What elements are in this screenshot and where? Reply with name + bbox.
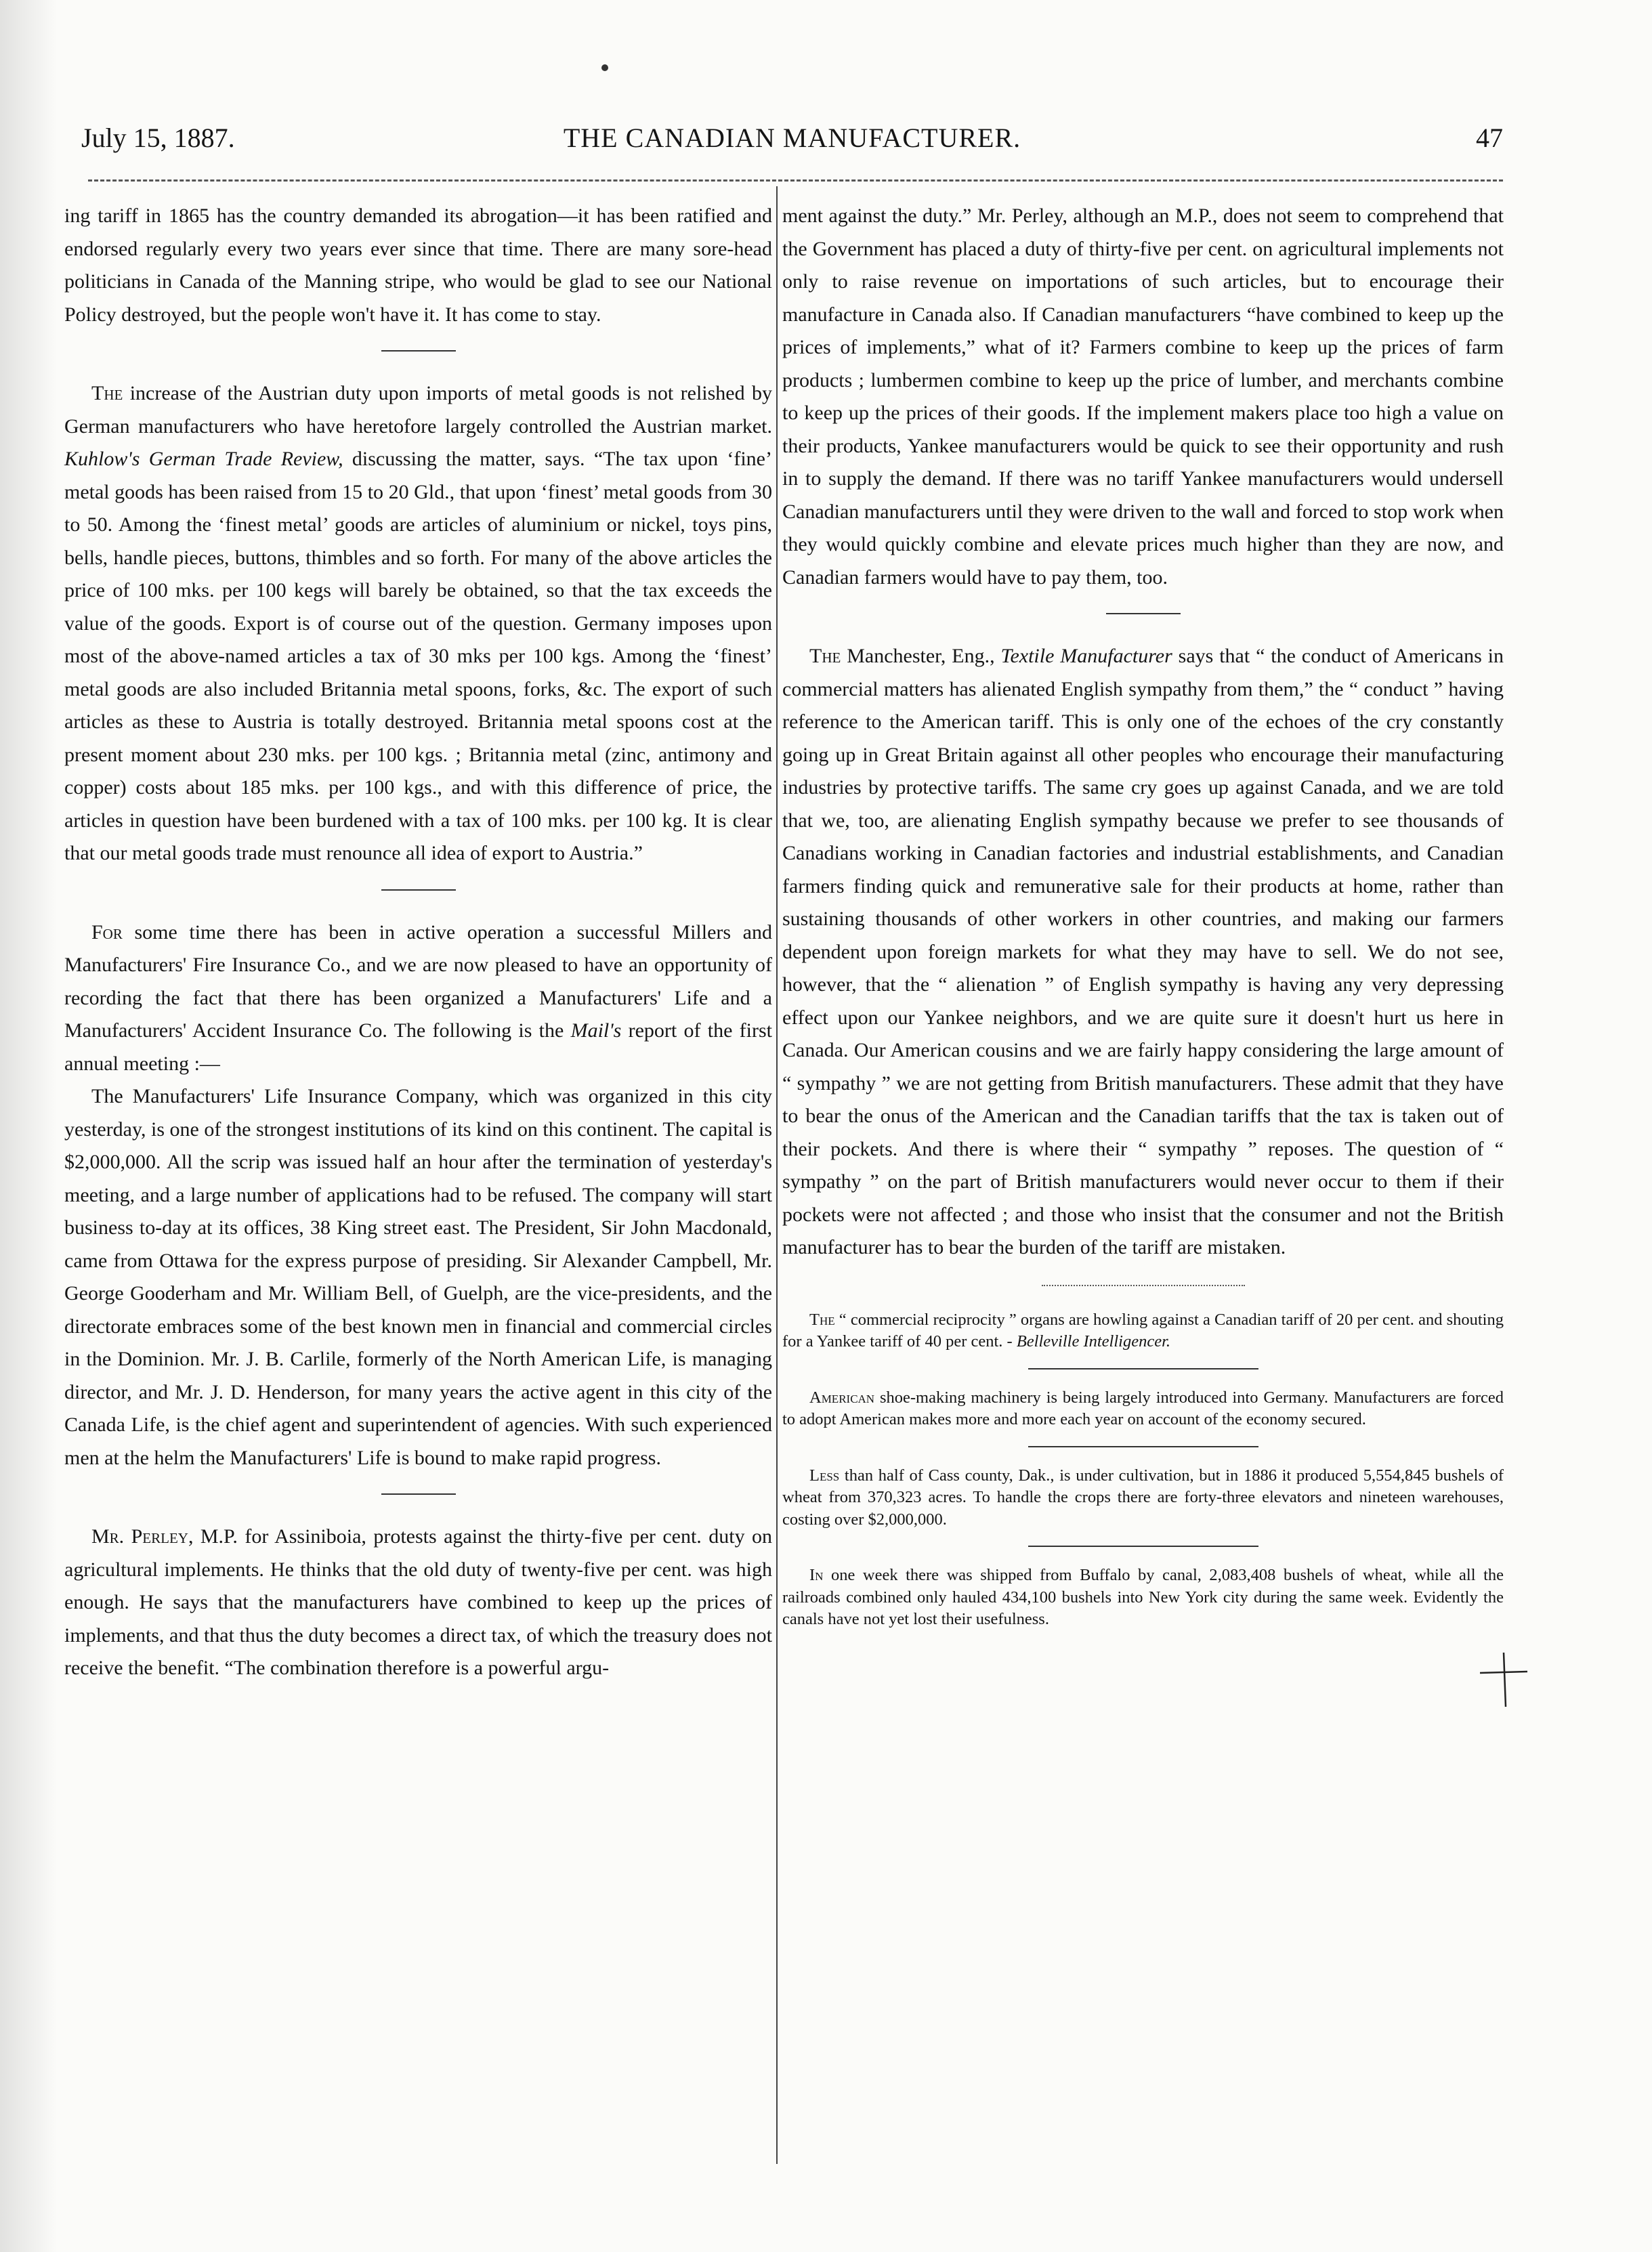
- article-perley: Mr. Perley, M.P. for Assiniboia, protests against the thirty-five per cent. duty on agricultural implements. He thinks that the old duty of twenty-five per cent. was high enough. He says that the manufacturers have combined to keep up the prices of implements, and that thus the duty becomes a direct tax, of which the treasury does not receive the benefit. “The combination therefore is a powerful argu-: [64, 1525, 772, 1679]
- item-buffalo-canal: In one week there was shipped from Buffalo by canal, 2,083,408 bushels of wheat, while all the railroads combined only hauled 434,100 bushels into New York city during the same week. Evidently the canals have not yet lost their usefulness.: [782, 1566, 1504, 1628]
- publication-title: Kuhlow's German Trade Review,: [64, 448, 343, 470]
- page-binding-shadow: [0, 0, 58, 2252]
- item-commercial-reciprocity: The “ commercial reciprocity ” organs are howling against a Canadian tariff of 20 per cent. and shouting for a Yankee tariff of 40 per cent. - Belleville Intelligencer.: [782, 1310, 1504, 1351]
- article-continued-text: ing tariff in 1865 has the country demanded its abrogation—it has been ratified and endorsed regularly every two years ever since that time. There are many sore-head politicians in Canada of the Manning stripe, who would be glad to see our National Policy destroyed, but the people won't have it. It has come to stay.: [64, 205, 772, 326]
- column-divider: [776, 186, 778, 2164]
- article-perley-continued: ment against the duty.” Mr. Perley, although an M.P., does not seem to comprehend that the Government has placed a duty of thirty-five per cent. on agricultural implements not only to raise revenue on importations of such articles, but to encourage their manufacture in Canada also. If Canadian manufacturers “have combined to keep up the prices of implements,” what of it? Farmers combine to keep up the prices of farm products ; lumbermen combine to keep up the price of lumber, and merchants combine to keep up the prices of their goods. If the implement makers place too high a value on their products, Yankee manufacturers would be quick to see their opportunity and rush in to supply the demand. If there was no tariff Yankee manufacturers would undersell Canadian manufacturers until they were driven to the wall and forced to stop work when they would quickly combine and elevate prices much higher than they are now, and Canadian farmers would have to pay them, too.: [782, 205, 1504, 589]
- right-column: [782, 200, 1504, 1631]
- masthead: THE CANADIAN MANUFACTURER.: [563, 123, 1021, 153]
- lead-word: The: [809, 645, 841, 667]
- article-separator: [381, 350, 456, 352]
- article-separator: [1042, 1285, 1245, 1286]
- left-column: [64, 200, 772, 1685]
- article-separator: [1028, 1446, 1258, 1447]
- issue-date: July 15, 1887.: [81, 123, 235, 153]
- article-insurance-quote: The Manufacturers' Life Insurance Company, which was organized in this city yesterday, is one of the strongest institutions of its kind on this continent. The capital is $2,000,000. All the scrip was issued half an hour after the termination of yesterday's meeting, and a large number of applications had to be refused. The company will start business to-day at its offices, 38 King street east. The President, Sir John Macdonald, came from Ottawa for the express purpose of presiding. Sir Alexander Campbell, Mr. George Gooderham and Mr. William Bell, of Guelph, are the vice-presidents, and the directorate embraces some of the best known men in financial and commercial circles in the Dominion. Mr. J. B. Carlile, formerly of the North American Life, is managing director, and Mr. J. D. Henderson, for many years the active agent in this city of the Canada Life, is the chief agent and superintendent of agencies. With such experienced men at the helm the Manufacturers' Life is bound to make rapid progress.: [64, 1085, 772, 1469]
- publication-title: Mail's: [570, 1019, 622, 1042]
- article-separator: [381, 1493, 456, 1495]
- page-header: [81, 122, 1503, 169]
- publication-title: Belleville Intelligencer.: [1016, 1332, 1171, 1351]
- lead-word: For: [91, 920, 123, 943]
- lead-word: Mr. Perley,: [91, 1525, 194, 1548]
- ink-dot: [601, 64, 608, 71]
- article-austrian-duty: The increase of the Austrian duty upon imports of metal goods is not relished by German manufacturers who have heretofore largely controlled the Austrian market. Kuhlow's German Trade Review, discussing the matter, says. “The tax upon ‘fine’ metal goods has been raised from 15 to 20 Gld., that upon ‘finest’ metal goods from 30 to 50. Among the ‘finest metal’ goods are articles of aluminium or nickel, toys pins, bells, handle pieces, buttons, thimbles and so forth. For many of the above articles the price of 100 mks. per 100 kegs will barely be obtained, so that the tax exceeds the value of the goods. Export is of course out of the question. Germany imposes upon most of the above-named articles a tax of 30 mks per 100 kgs. Among the ‘finest’ metal goods are also included Britannia metal spoons, forks, &c. The export of such articles as these to Austria is totally destroyed. Britannia metal spoons cost at the present moment about 230 mks. per 100 kgs. ; Britannia metal (zinc, antimony and copper) costs about 185 mks. per 100 kgs., and with this difference of price, the articles in question have been burdened with a tax of 100 mks. per 100 kg. It is clear that our metal goods trade must renounce all idea of export to Austria.”: [64, 382, 772, 864]
- article-separator: [1028, 1368, 1258, 1369]
- article-separator: [1106, 613, 1181, 614]
- lead-word: Less: [809, 1466, 840, 1485]
- article-manchester: The Manchester, Eng., Textile Manufacturer says that “ the conduct of Americans in commercial matters has alienated English sympathy from them,” the “ conduct ” having reference to the American tariff. This is only one of the echoes of the cry constantly going up in Great Britain against all other peoples who encourage their manufacturing industries by protective tariffs. The same cry goes up against Canada, and we are told that we, too, are alienating English sympathy because we prefer to see thousands of Canadians working in Canadian factories and industrial establishments, and Canadian farmers finding quick and remunerative sale for their products at home, rather than sustaining thousands of other workers in other countries, and making our farmers dependent upon foreign markets for what they may have to sell. We do not see, however, that the “ alienation ” of English sympathy is having any very depressing effect upon our Yankee neighbors, and we are quite sure it doesn't hurt us here in Canada. Our American cousins and we are fairly happy considering the large amount of “ sympathy ” we are not getting from British manufacturers. These admit that they have to bear the onus of the American and the Canadian tariffs that the tax is taken out of their pockets. And there is where their “ sympathy ” reposes. The question of “ sympathy ” on the part of British manufacturers would never occur to them if their pockets were not affected ; and those who insist that the consumer and not the British manufacturer has to bear the burden of the tariff are mistaken.: [782, 645, 1504, 1258]
- header-rule: [88, 179, 1503, 182]
- article-separator: [1028, 1546, 1258, 1547]
- item-cass-county: Less than half of Cass county, Dak., is under cultivation, but in 1886 it produced 5,554,845 bushels of wheat from 370,323 acres. To handle the crops there are forty-three elevators and nineteen warehouses, costing over $2,000,000.: [782, 1466, 1504, 1529]
- lead-word: The: [91, 382, 123, 404]
- lead-word: American: [809, 1388, 875, 1407]
- article-separator: [381, 889, 456, 891]
- lead-word: The: [809, 1310, 835, 1329]
- article-insurance-intro: For some time there has been in active operation a successful Millers and Manufacturers' Fire Insurance Co., and we are now pleased to have an opportunity of recording the fact that there has been organized a Manufacturers' Life and a Manufacturers' Accident Insurance Co. The following is the Mail's report of the first annual meeting :—: [64, 920, 772, 1075]
- lead-word: In: [809, 1566, 824, 1584]
- publication-title: Textile Manufacturer: [1000, 645, 1172, 667]
- item-shoe-machinery: American shoe-making machinery is being largely introduced into Germany. Manufacturers are forced to adopt American makes more and more each year on account of the economy secured.: [782, 1388, 1504, 1428]
- page-number: 47: [1476, 123, 1503, 153]
- cross-mark-icon: [1480, 1653, 1527, 1707]
